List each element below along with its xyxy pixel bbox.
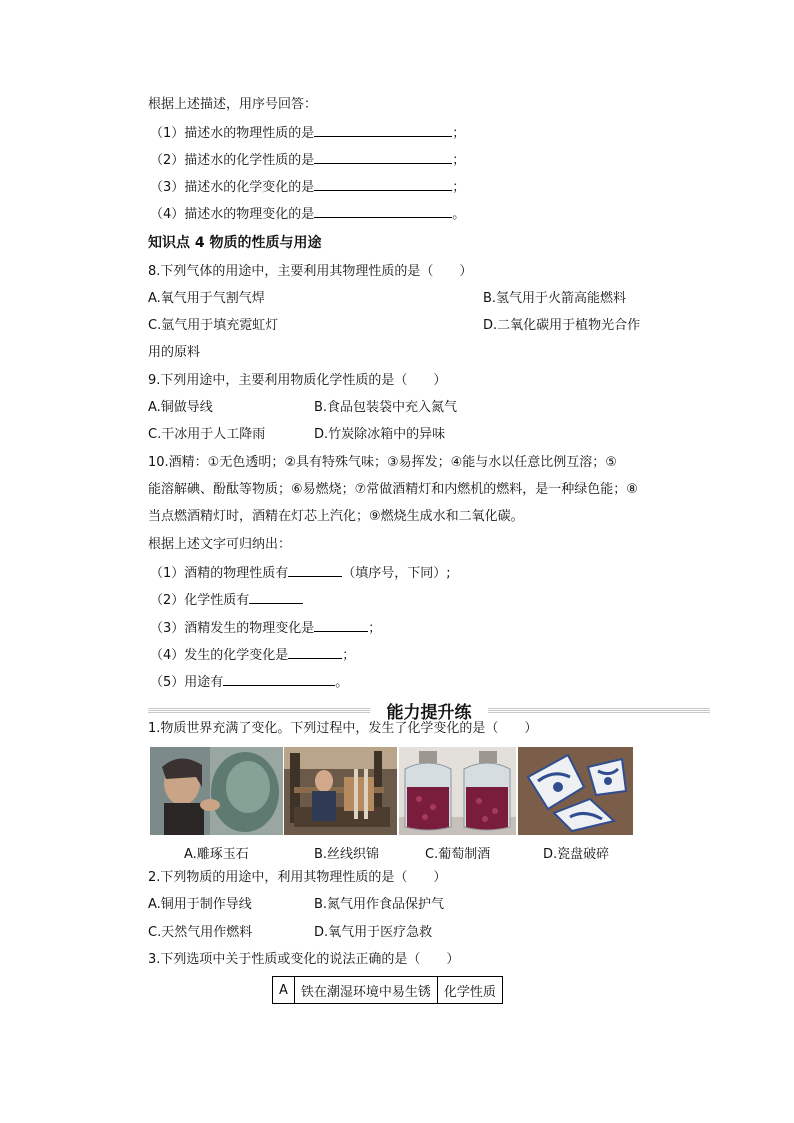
q10-text-line: 当点燃酒精灯时，酒精在灯芯上汽化；⑨燃烧生成水和二氧化碳。 — [148, 509, 524, 524]
table-cell: A — [273, 977, 295, 1004]
caption-d[interactable]: D.瓷盘破碎 — [543, 847, 610, 862]
q10-text-line: 能溶解碘、酚酞等物质；⑥易燃烧；⑦常做酒精灯和内燃机的燃料，是一种绿色能；⑧ — [148, 482, 638, 497]
photo-broken-plate — [518, 747, 633, 835]
q8-option-d[interactable]: D.二氧化碳用于植物光合作 — [483, 318, 641, 333]
answer-blank[interactable] — [314, 618, 368, 632]
p2-stem: 2.下列物质的用途中，利用其物理性质的是（ ） — [148, 870, 447, 885]
q8-option-d-continued: 用的原料 — [148, 345, 201, 360]
answer-blank[interactable] — [288, 645, 342, 659]
q10-sub-label: （4）发生的化学变化是 — [150, 648, 289, 663]
q9-option-d[interactable]: D.竹炭除冰箱中的异味 — [314, 427, 446, 442]
p3-table — [272, 976, 503, 1004]
q7-punct: ； — [452, 180, 466, 195]
q9-option-b[interactable]: B.食品包装袋中充入氮气 — [314, 400, 458, 415]
q7-label: （1）描述水的物理性质的是 — [150, 126, 315, 141]
answer-blank[interactable] — [314, 177, 452, 191]
q10-sub-suffix: 。 — [335, 675, 349, 690]
q7-item-4 — [150, 204, 465, 224]
answer-blank[interactable] — [223, 672, 335, 686]
section-banner — [148, 698, 710, 723]
table-cell: 铁在潮湿环境中易生锈 — [294, 977, 437, 1004]
q7-item-2 — [150, 150, 465, 170]
q10-sub-label: （3）酒精发生的物理变化是 — [150, 621, 315, 636]
answer-blank[interactable] — [314, 123, 452, 137]
q7-punct: 。 — [452, 207, 466, 222]
q10-sub-3 — [150, 618, 381, 638]
q10-text-line: 10.酒精：①无色透明；②具有特殊气味；③易挥发；④能与水以任意比例互溶；⑤ — [148, 455, 617, 470]
q7-item-3 — [150, 177, 465, 197]
q7-item-1 — [150, 123, 465, 143]
q10-sub-4 — [150, 645, 355, 665]
q9-option-a[interactable]: A.铜做导线 — [148, 400, 213, 415]
banner-title: 能力提升练 — [386, 703, 472, 723]
answer-blank[interactable] — [288, 563, 342, 577]
q8-stem: 8.下列气体的用途中，主要利用其物理性质的是（ ） — [148, 264, 473, 279]
q8-option-b[interactable]: B.氢气用于火箭高能燃料 — [483, 291, 627, 306]
answer-blank[interactable] — [249, 590, 303, 604]
q10-sub-suffix: ； — [368, 621, 382, 636]
section-heading: 知识点 4 物质的性质与用途 — [148, 235, 322, 251]
caption-b[interactable]: B.丝线织锦 — [314, 847, 380, 862]
p2-option-c[interactable]: C.天然气用作燃料 — [148, 925, 253, 940]
q10-sub-label: （5）用途有 — [150, 675, 224, 690]
q10-sub-label: （2）化学性质有 — [150, 593, 250, 608]
q10-sub-label: （1）酒精的物理性质有 — [150, 566, 289, 581]
q7-label: （2）描述水的化学性质的是 — [150, 153, 315, 168]
q9-option-c[interactable]: C.干冰用于人工降雨 — [148, 427, 266, 442]
q10-sub-1 — [150, 563, 451, 583]
p2-option-b[interactable]: B.氮气用作食品保护气 — [314, 897, 445, 912]
q10-sub-2 — [150, 590, 303, 610]
answer-blank[interactable] — [314, 204, 452, 218]
caption-a[interactable]: A.雕琢玉石 — [184, 847, 249, 862]
q7-label: （3）描述水的化学变化的是 — [150, 180, 315, 195]
photo-grape-wine — [399, 747, 516, 835]
p1-stem: 1.物质世界充满了变化。下列过程中，发生了化学变化的是（ ） — [148, 721, 538, 736]
q8-option-c[interactable]: C.氩气用于填充霓虹灯 — [148, 318, 279, 333]
q10-sub-suffix: （填序号，下同）; — [342, 566, 451, 581]
caption-c[interactable]: C.葡萄制酒 — [425, 847, 491, 862]
intro-text: 根据上述描述，用序号回答： — [148, 97, 318, 112]
q7-label: （4）描述水的物理变化的是 — [150, 207, 315, 222]
table-cell: 化学性质 — [437, 977, 502, 1004]
q8-option-a[interactable]: A.氧气用于气割气焊 — [148, 291, 265, 306]
q10-intro: 根据上述文字可归纳出： — [148, 537, 292, 552]
photo-silk-weaving — [284, 747, 397, 835]
p2-option-a[interactable]: A.铜用于制作导线 — [148, 897, 252, 912]
p2-option-d[interactable]: D.氧气用于医疗急救 — [314, 925, 433, 940]
q9-stem: 9.下列用途中，主要利用物质化学性质的是（ ） — [148, 373, 447, 388]
q7-punct: ； — [452, 153, 466, 168]
q10-sub-5 — [150, 672, 348, 692]
p3-stem: 3.下列选项中关于性质或变化的说法正确的是（ ） — [148, 952, 460, 967]
photo-jade-carving — [150, 747, 283, 835]
q7-punct: ； — [452, 126, 466, 141]
q10-sub-suffix: ； — [342, 648, 356, 663]
answer-blank[interactable] — [314, 150, 452, 164]
table-row[interactable] — [273, 977, 503, 1004]
